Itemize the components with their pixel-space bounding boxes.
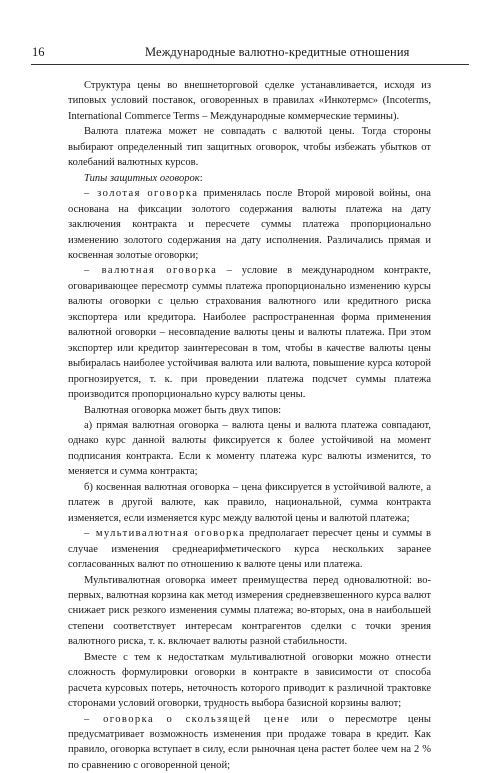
paragraph-currency-clause	[68, 263, 431, 402]
paragraph-indirect-clause: б) косвенная валютная оговорка – цена фиксируется в устойчивой валюте, а платеж в другой валюте, как правило, национальной, сумма контракта изменяется, если изменяется курс между валютой цены и валютой платежа;	[68, 481, 431, 524]
body-text	[68, 78, 431, 773]
multicurrency-clause-term: – мультивалютная оговорка	[84, 528, 246, 540]
currency-clause-term: – валютная оговорка	[84, 265, 218, 277]
clause-types-colon: :	[199, 172, 203, 184]
currency-clause-text: – условие в международном контракте, оговаривающее пересмотр суммы платежа пропорционально изменению курсы валюты оговорки с целью страхования валютного или кредитного риска экспортера или кредитора. Наиболее распространенная форма применения валютной оговорки – несовпадение валюты цены и валюты платежа. При этом экспортер или кредитор заинтересован в том, чтобы в качестве валюты цены выбиралась наиболее устойчивая валюта или валюта, повышение курса которой прогнозируется, т. к. при проведении платежа подсчет суммы платежа производится пропорционально курсу валюты цены.	[68, 265, 431, 401]
paragraph-two-types: Валютная оговорка может быть двух типов:	[84, 404, 282, 416]
clause-types-heading: Типы защитных оговорок	[84, 172, 200, 184]
paragraph-direct-clause: а) прямая валютная оговорка – валюта цены и валюта платежа совпадают, однако курс данной валюты фиксируется к более устойчивой на момент подписания контракта. Если к моменту платежа курс валюты изменится, то меняется и сумма контракта;	[68, 419, 431, 478]
paragraph-clause-types	[68, 171, 431, 186]
gold-clause-text: применялась после Второй мировой войны, она основана на фиксации золотого содержания валюты платежа на дату заключения контракта и пересчете суммы платежа пропорционально изменению золотого содержания на дату исполнения. Различались прямая и косвенная золотые оговорки;	[68, 188, 431, 261]
paragraph-incoterms: Структура цены во внешнеторговой сделке устанавливается, исходя из типовых условий поставок, оговоренных в правилах «Инкотермс» (Incoterms, International Commerce Terms – Международные коммерческие термины).	[68, 80, 431, 122]
paragraph-multicurrency-clause	[68, 526, 431, 572]
sliding-price-clause-term: – оговорка о скользящей цене	[84, 713, 291, 725]
paragraph-multicurrency-drawbacks: Вместе с тем к недостаткам мультивалютной оговорки можно отнести сложность формулировки оговорки в контракте в зависимости от способа расчета курсовых потерь, неточность которого приводит к различной трактовке сторонами условий оговорки, трудность выбора базисной корзины валют;	[68, 651, 431, 710]
page-header	[31, 44, 469, 65]
paragraph-payment-currency: Валюта платежа может не совпадать с валютой цены. Тогда стороны выбирают определенный тип защитных оговорок, чтобы избежать убытков от колебаний валютных курсов.	[68, 126, 431, 169]
running-title: Международные валютно-кредитные отношения	[145, 45, 410, 59]
paragraph-sliding-price-clause	[68, 712, 431, 773]
sliding-price-clause-text: или о пересмотре цены предусматривает возможность изменения при продаже товара в кредит. Как правило, оговорка вступает в силу, если рыночная цена растет более чем на 2 % по сравнению с оговоренной ценой;	[68, 713, 431, 771]
paragraph-multicurrency-advantages: Мультивалютная оговорка имеет преимущества перед одновалютной: во-первых, валютная корзина как метод измерения средневзвешенного курса валют снижает риск резкого изменения суммы платежа; во-вторых, она в наибольшей степени соответствует интересам контрагентов сделки с точки зрения валютного риска, т. к. включает валюты разной стабильности.	[68, 574, 431, 648]
paragraph-gold-clause	[68, 186, 431, 263]
page-number: 16	[32, 45, 45, 59]
gold-clause-term: – золотая оговорка	[84, 188, 199, 200]
multicurrency-clause-text: предполагает пересчет цены и суммы в случае изменения среднеарифметического курса нескольких заранее согласованных валют по отношению к валюте цены или платежа.	[68, 528, 431, 571]
